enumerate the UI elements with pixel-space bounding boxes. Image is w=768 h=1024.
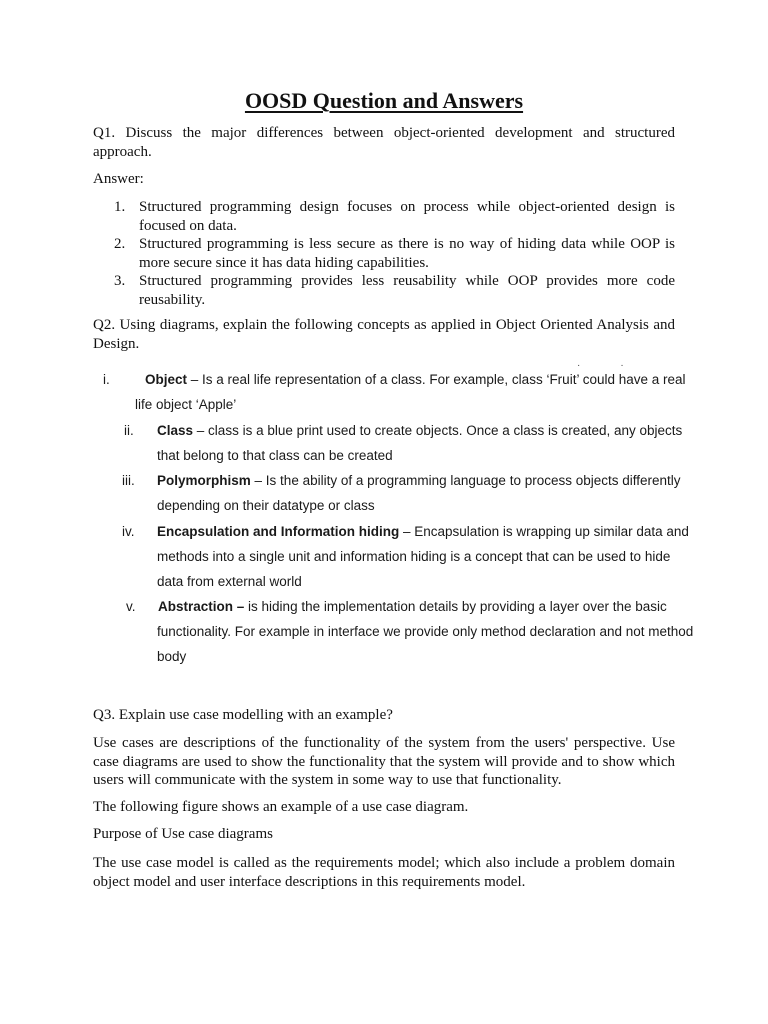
list-item bbox=[93, 198, 675, 235]
concept-line: life object ‘Apple’ bbox=[135, 397, 237, 412]
list-item bbox=[93, 235, 675, 272]
concept-text: – Is the ability of a programming language to process objects differently bbox=[254, 473, 681, 488]
concept-line: that belong to that class can be created bbox=[157, 448, 393, 463]
concept-numeral: iii. bbox=[122, 473, 135, 488]
concept-line: depending on their datatype or class bbox=[157, 498, 375, 513]
q3-paragraph-1: Use cases are descriptions of the functionality of the system from the users' perspective. Use case diagrams are used to show the functionality that the system will provide and to show which users will communicate with the system in some way to use that functionality. bbox=[93, 735, 675, 788]
concept-term: Polymorphism bbox=[157, 473, 251, 488]
q3-question: Q3. Explain use case modelling with an example? bbox=[93, 707, 393, 723]
q1-answer-list bbox=[93, 198, 675, 309]
concept-term: Class bbox=[157, 423, 194, 438]
concept-text: – class is a blue print used to create objects. Once a class is created, any objects bbox=[196, 423, 683, 438]
concept-numeral: iv. bbox=[122, 524, 135, 539]
list-text: Structured programming provides less reusability while OOP provides more code reusability. bbox=[139, 273, 675, 308]
list-item bbox=[93, 272, 675, 309]
concept-line bbox=[157, 423, 682, 438]
concept-line: data from external world bbox=[157, 574, 302, 589]
q3-paragraph-4: The use case model is called as the requirements model; which also include a problem domain object model and user interface descriptions in this requirements model. bbox=[93, 855, 675, 890]
concepts-scan bbox=[0, 360, 768, 680]
list-text: Structured programming is less secure as there is no way of hiding data while OOP is more secure since it has data hiding capabilities. bbox=[139, 236, 675, 271]
concept-line: methods into a single unit and information hiding is a concept that can be used to hide bbox=[157, 549, 671, 564]
concept-line bbox=[158, 599, 667, 614]
concept-term: Abstraction – bbox=[158, 599, 245, 614]
concept-text: – Encapsulation is wrapping up similar data and bbox=[403, 524, 689, 539]
page-title: OOSD Question and Answers bbox=[244, 88, 524, 113]
concept-term: Object bbox=[145, 372, 188, 387]
q1-question: Q1. Discuss the major differences between object-oriented development and structured approach. bbox=[93, 125, 675, 160]
concept-line bbox=[157, 473, 681, 488]
list-text: Structured programming design focuses on process while object-oriented design is focused on data. bbox=[139, 199, 675, 234]
q3-paragraph-3: Purpose of Use case diagrams bbox=[93, 826, 273, 842]
q2-question: Q2. Using diagrams, explain the following concepts as applied in Object Oriented Analysis and Design. bbox=[93, 317, 675, 352]
list-number: 2. bbox=[114, 236, 126, 252]
list-number: 3. bbox=[114, 273, 126, 289]
concept-text: – Is a real life representation of a class. For example, class ‘Fruit’ could have a real bbox=[190, 372, 686, 387]
q1-answer-label: Answer: bbox=[93, 171, 144, 187]
q3-paragraph-2: The following figure shows an example of a use case diagram. bbox=[93, 799, 469, 815]
scan-marks: ·· bbox=[577, 360, 664, 371]
concept-term: Encapsulation and Information hiding bbox=[157, 524, 400, 539]
concept-numeral: v. bbox=[126, 599, 136, 614]
concept-line bbox=[145, 372, 686, 387]
list-number: 1. bbox=[114, 199, 126, 215]
concept-text: is hiding the implementation details by providing a layer over the basic bbox=[248, 599, 667, 614]
concept-line: body bbox=[157, 649, 187, 664]
concept-line: functionality. For example in interface we provide only method declaration and not method bbox=[157, 624, 694, 639]
concept-numeral: i. bbox=[103, 372, 110, 387]
concept-line bbox=[157, 524, 689, 539]
concept-numeral: ii. bbox=[124, 423, 134, 438]
